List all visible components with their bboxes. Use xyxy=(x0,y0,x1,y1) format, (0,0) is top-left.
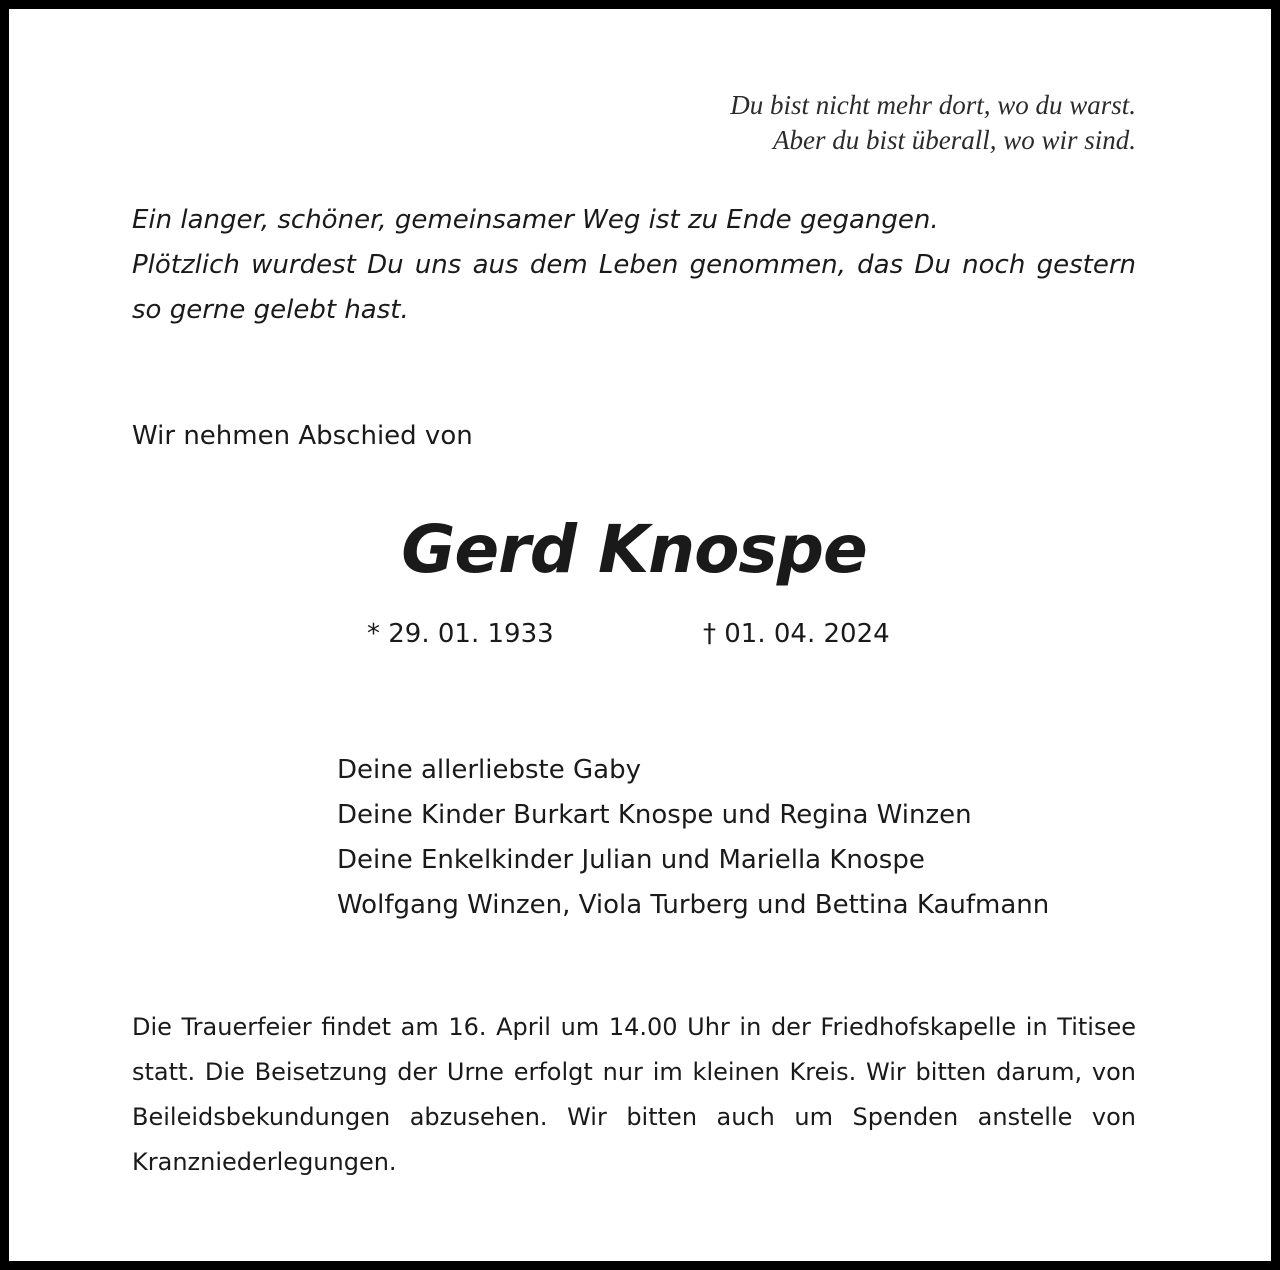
motto-quote xyxy=(730,88,1136,158)
motto-line-2: Aber du bist überall, wo wir sind. xyxy=(772,125,1136,155)
birth-date: * 29. 01. 1933 xyxy=(367,619,554,649)
intro-text xyxy=(132,198,1136,333)
mourner-line: Wolfgang Winzen, Viola Turberg und Bettina Kaufmann xyxy=(337,890,1050,920)
intro-line-1: Ein langer, schöner, gemeinsamer Weg ist zu Ende gegangen. xyxy=(132,205,939,235)
mourner-line: Deine allerliebste Gaby xyxy=(337,755,641,785)
funeral-service-info: Die Trauerfeier findet am 16. April um 14.00 Uhr in der Friedhofskapelle in Titisee statt. Die Beisetzung der Urne erfolgt nur im kleinen Kreis. Wir bitten darum, von Beileidsbekundungen abzusehen. Wir bitten auch um Spenden anstelle von Kranzniederlegungen. xyxy=(132,1013,1136,1176)
death-date: † 01. 04. 2024 xyxy=(703,619,890,649)
mourner-line: Deine Enkelkinder Julian und Mariella Knospe xyxy=(337,845,925,875)
farewell-line: Wir nehmen Abschied von xyxy=(132,421,473,451)
deceased-name: Gerd Knospe xyxy=(401,511,867,588)
motto-line-1: Du bist nicht mehr dort, wo du warst. xyxy=(730,90,1136,120)
mourners-list xyxy=(337,748,1049,928)
intro-line-2: Plötzlich wurdest Du uns aus dem Leben genommen, das Du noch gestern so gerne gelebt hast. xyxy=(132,250,1136,325)
mourner-line: Deine Kinder Burkart Knospe und Regina Winzen xyxy=(337,800,972,830)
